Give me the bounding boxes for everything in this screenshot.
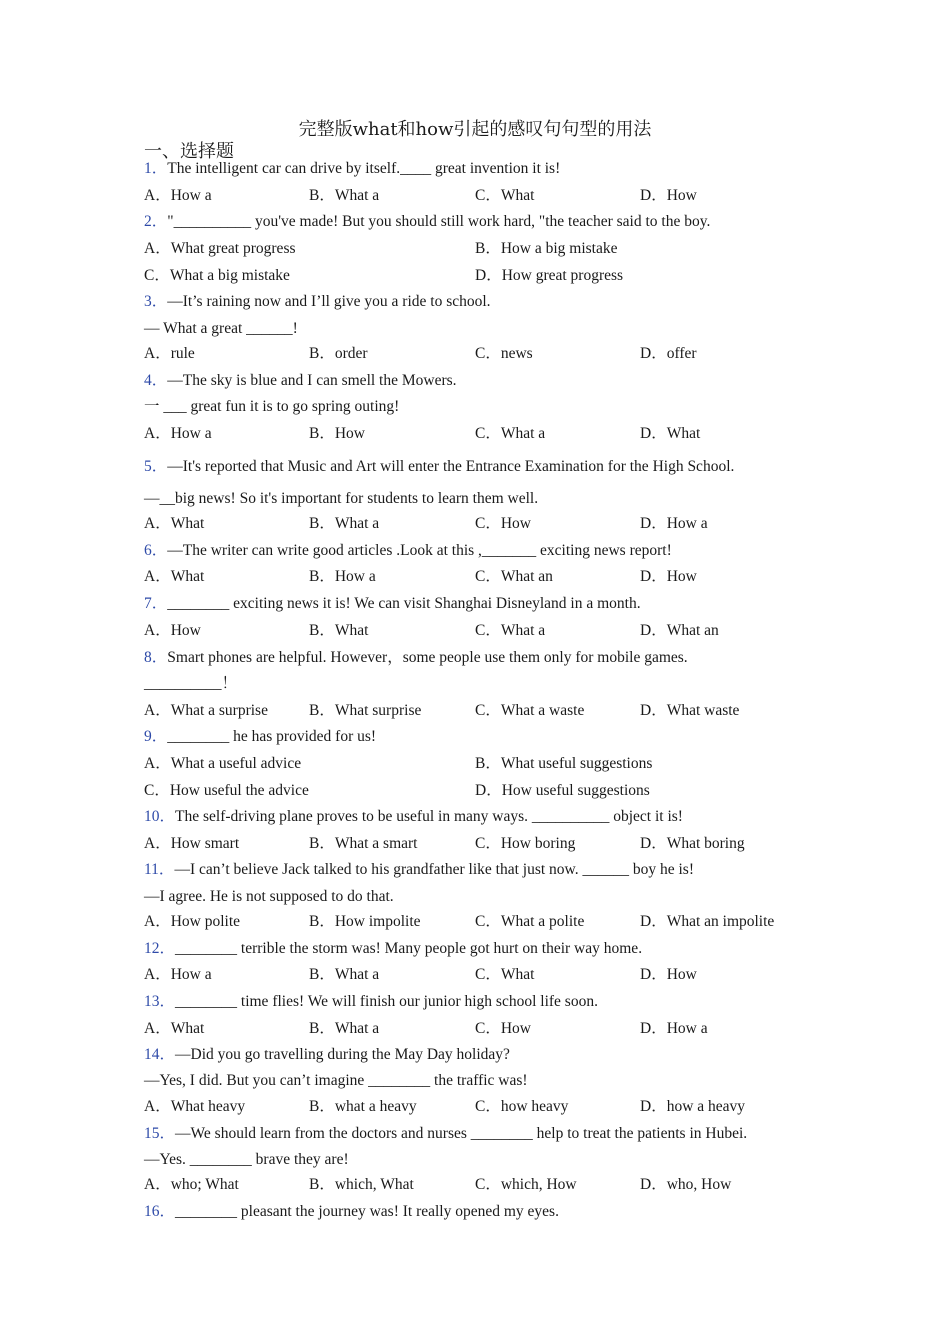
question-number: 13． — [144, 993, 176, 1010]
option-a[interactable]: A．How smart — [144, 835, 240, 852]
question-text: Smart phones are helpful. However，some people use them only for mobile games. — [167, 649, 688, 666]
option-d[interactable]: D．How great progress — [475, 267, 624, 284]
question-text: —The writer can write good articles .Look at this ,_______ exciting news report! — [167, 542, 672, 559]
option-c[interactable]: C．How useful the advice — [144, 782, 309, 799]
question-text: —It’s raining now and I’ll give you a ride to school. — [167, 293, 491, 310]
question-text: ________ terrible the storm was! Many people got hurt on their way home. — [175, 940, 643, 957]
question-text: ________ he has provided for us! — [167, 728, 377, 745]
question-14 — [144, 1045, 510, 1065]
option-d[interactable]: D．How — [640, 187, 697, 204]
question-8 — [144, 648, 688, 668]
option-d[interactable]: D．What — [640, 425, 701, 442]
question-11 — [144, 860, 694, 880]
question-text: —The sky is blue and I can smell the Mowers. — [167, 372, 457, 389]
option-a[interactable]: A．rule — [144, 345, 195, 362]
question-5 — [144, 457, 734, 477]
option-a[interactable]: A．How a — [144, 187, 212, 204]
option-a[interactable]: A．What — [144, 568, 205, 585]
page-title: 完整版what和how引起的感叹句句型的用法 — [298, 119, 652, 140]
question-number: 16． — [144, 1203, 176, 1220]
option-d[interactable]: D．What boring — [640, 835, 745, 852]
option-c[interactable]: C．How boring — [475, 835, 576, 852]
question-number: 12． — [144, 940, 176, 957]
option-c[interactable]: C．What a polite — [475, 913, 585, 930]
option-c[interactable]: C．news — [475, 345, 533, 362]
question-15 — [144, 1124, 747, 1144]
option-b[interactable]: B．What a — [309, 187, 380, 204]
option-c[interactable]: C．What a waste — [475, 702, 585, 719]
question-number: 8． — [144, 649, 168, 666]
question-text: —Did you go travelling during the May Day holiday? — [175, 1046, 510, 1063]
question-number: 9． — [144, 728, 168, 745]
question-text-line: —I agree. He is not supposed to do that. — [144, 888, 394, 905]
option-c[interactable]: C．What a — [475, 622, 546, 639]
question-6 — [144, 541, 672, 561]
question-4 — [144, 371, 457, 391]
option-d[interactable]: D．offer — [640, 345, 697, 362]
question-text: —I can’t believe Jack talked to his grandfather like that just now. ______ boy he is! — [174, 861, 694, 878]
option-c[interactable]: C．What — [475, 966, 535, 983]
question-text-line: —__big news! So it's important for students to learn them well. — [144, 490, 539, 507]
question-text: ________ time flies! We will finish our junior high school life soon. — [175, 993, 598, 1010]
question-number: 4． — [144, 372, 168, 389]
question-number: 2． — [144, 213, 168, 230]
option-b[interactable]: B．which, What — [309, 1176, 414, 1193]
option-c[interactable]: C．What a big mistake — [144, 267, 290, 284]
question-number: 15． — [144, 1125, 176, 1142]
question-text-line: —Yes, I did. But you can’t imagine ________ the traffic was! — [144, 1072, 528, 1089]
option-d[interactable]: D．How — [640, 966, 697, 983]
option-c[interactable]: C．What an — [475, 568, 553, 585]
option-c[interactable]: C．how heavy — [475, 1098, 569, 1115]
option-d[interactable]: D．How a — [640, 515, 708, 532]
question-16 — [144, 1202, 559, 1222]
option-a[interactable]: A．What a surprise — [144, 702, 268, 719]
option-c[interactable]: C．How — [475, 1020, 531, 1037]
question-7 — [144, 594, 641, 614]
question-text-line: — What a great ______! — [144, 320, 298, 337]
question-number: 11． — [144, 861, 175, 878]
option-a[interactable]: A．How polite — [144, 913, 241, 930]
question-text: The intelligent car can drive by itself.____ great invention it is! — [167, 160, 561, 177]
question-10 — [144, 807, 683, 827]
question-number: 14． — [144, 1046, 176, 1063]
option-a[interactable]: A．How — [144, 622, 201, 639]
option-a[interactable]: A．What a useful advice — [144, 755, 302, 772]
question-9 — [144, 727, 376, 747]
question-number: 3． — [144, 293, 168, 310]
option-b[interactable]: B．what a heavy — [309, 1098, 417, 1115]
option-c[interactable]: C．What a — [475, 425, 546, 442]
option-c[interactable]: C．which, How — [475, 1176, 577, 1193]
question-text-line: __________！ — [144, 675, 238, 692]
option-b[interactable]: B．How impolite — [309, 913, 421, 930]
question-text-line: 一 ___ great fun it is to go spring outing! — [144, 398, 400, 415]
option-d[interactable]: D．who, How — [640, 1176, 732, 1193]
question-1 — [144, 159, 560, 179]
option-b[interactable]: B．How — [309, 425, 365, 442]
question-number: 10． — [144, 808, 176, 825]
question-number: 6． — [144, 542, 168, 559]
option-a[interactable]: A．What heavy — [144, 1098, 246, 1115]
option-b[interactable]: B．How a — [309, 568, 376, 585]
option-b[interactable]: B．What a — [309, 966, 380, 983]
question-12 — [144, 939, 642, 959]
question-text: ________ exciting news it is! We can visit Shanghai Disneyland in a month. — [167, 595, 641, 612]
question-number: 1． — [144, 160, 168, 177]
option-b[interactable]: B．What a — [309, 515, 380, 532]
option-b[interactable]: B．What a — [309, 1020, 380, 1037]
option-b[interactable]: B．What useful suggestions — [475, 755, 653, 772]
option-c[interactable]: C．How — [475, 515, 531, 532]
option-a[interactable]: A．who; What — [144, 1176, 239, 1193]
option-a[interactable]: A．How a — [144, 425, 212, 442]
question-text-line: —Yes. ________ brave they are! — [144, 1151, 349, 1168]
option-d[interactable]: D．how a heavy — [640, 1098, 746, 1115]
question-2 — [144, 212, 710, 232]
option-a[interactable]: A．What great progress — [144, 240, 296, 257]
option-d[interactable]: D．What waste — [640, 702, 740, 719]
option-b[interactable]: B．order — [309, 345, 368, 362]
option-b[interactable]: B．How a big mistake — [475, 240, 618, 257]
option-d[interactable]: D．How — [640, 568, 697, 585]
question-text: —It's reported that Music and Art will enter the Entrance Examination for the High School. — [167, 458, 735, 475]
question-text: —We should learn from the doctors and nurses ________ help to treat the patients in Hubei. — [175, 1125, 748, 1142]
question-number: 7． — [144, 595, 168, 612]
question-number: 5． — [144, 458, 168, 475]
option-b[interactable]: B．What a smart — [309, 835, 418, 852]
option-d[interactable]: D．How useful suggestions — [475, 782, 650, 799]
option-b[interactable]: B．What — [309, 622, 369, 639]
section-heading: 一、选择题 — [144, 141, 234, 162]
question-text: "__________ you've made! But you should still work hard, "the teacher said to the boy. — [167, 213, 711, 230]
option-c[interactable]: C．What — [475, 187, 535, 204]
option-a[interactable]: A．What — [144, 1020, 205, 1037]
option-a[interactable]: A．What — [144, 515, 205, 532]
option-d[interactable]: D．How a — [640, 1020, 708, 1037]
option-b[interactable]: B．What surprise — [309, 702, 422, 719]
question-13 — [144, 992, 598, 1012]
question-3 — [144, 292, 491, 312]
option-d[interactable]: D．What an — [640, 622, 719, 639]
option-a[interactable]: A．How a — [144, 966, 212, 983]
question-text: The self-driving plane proves to be useful in many ways. __________ object it is! — [175, 808, 683, 825]
option-d[interactable]: D．What an impolite — [640, 913, 775, 930]
question-text: ________ pleasant the journey was! It really opened my eyes. — [175, 1203, 559, 1220]
